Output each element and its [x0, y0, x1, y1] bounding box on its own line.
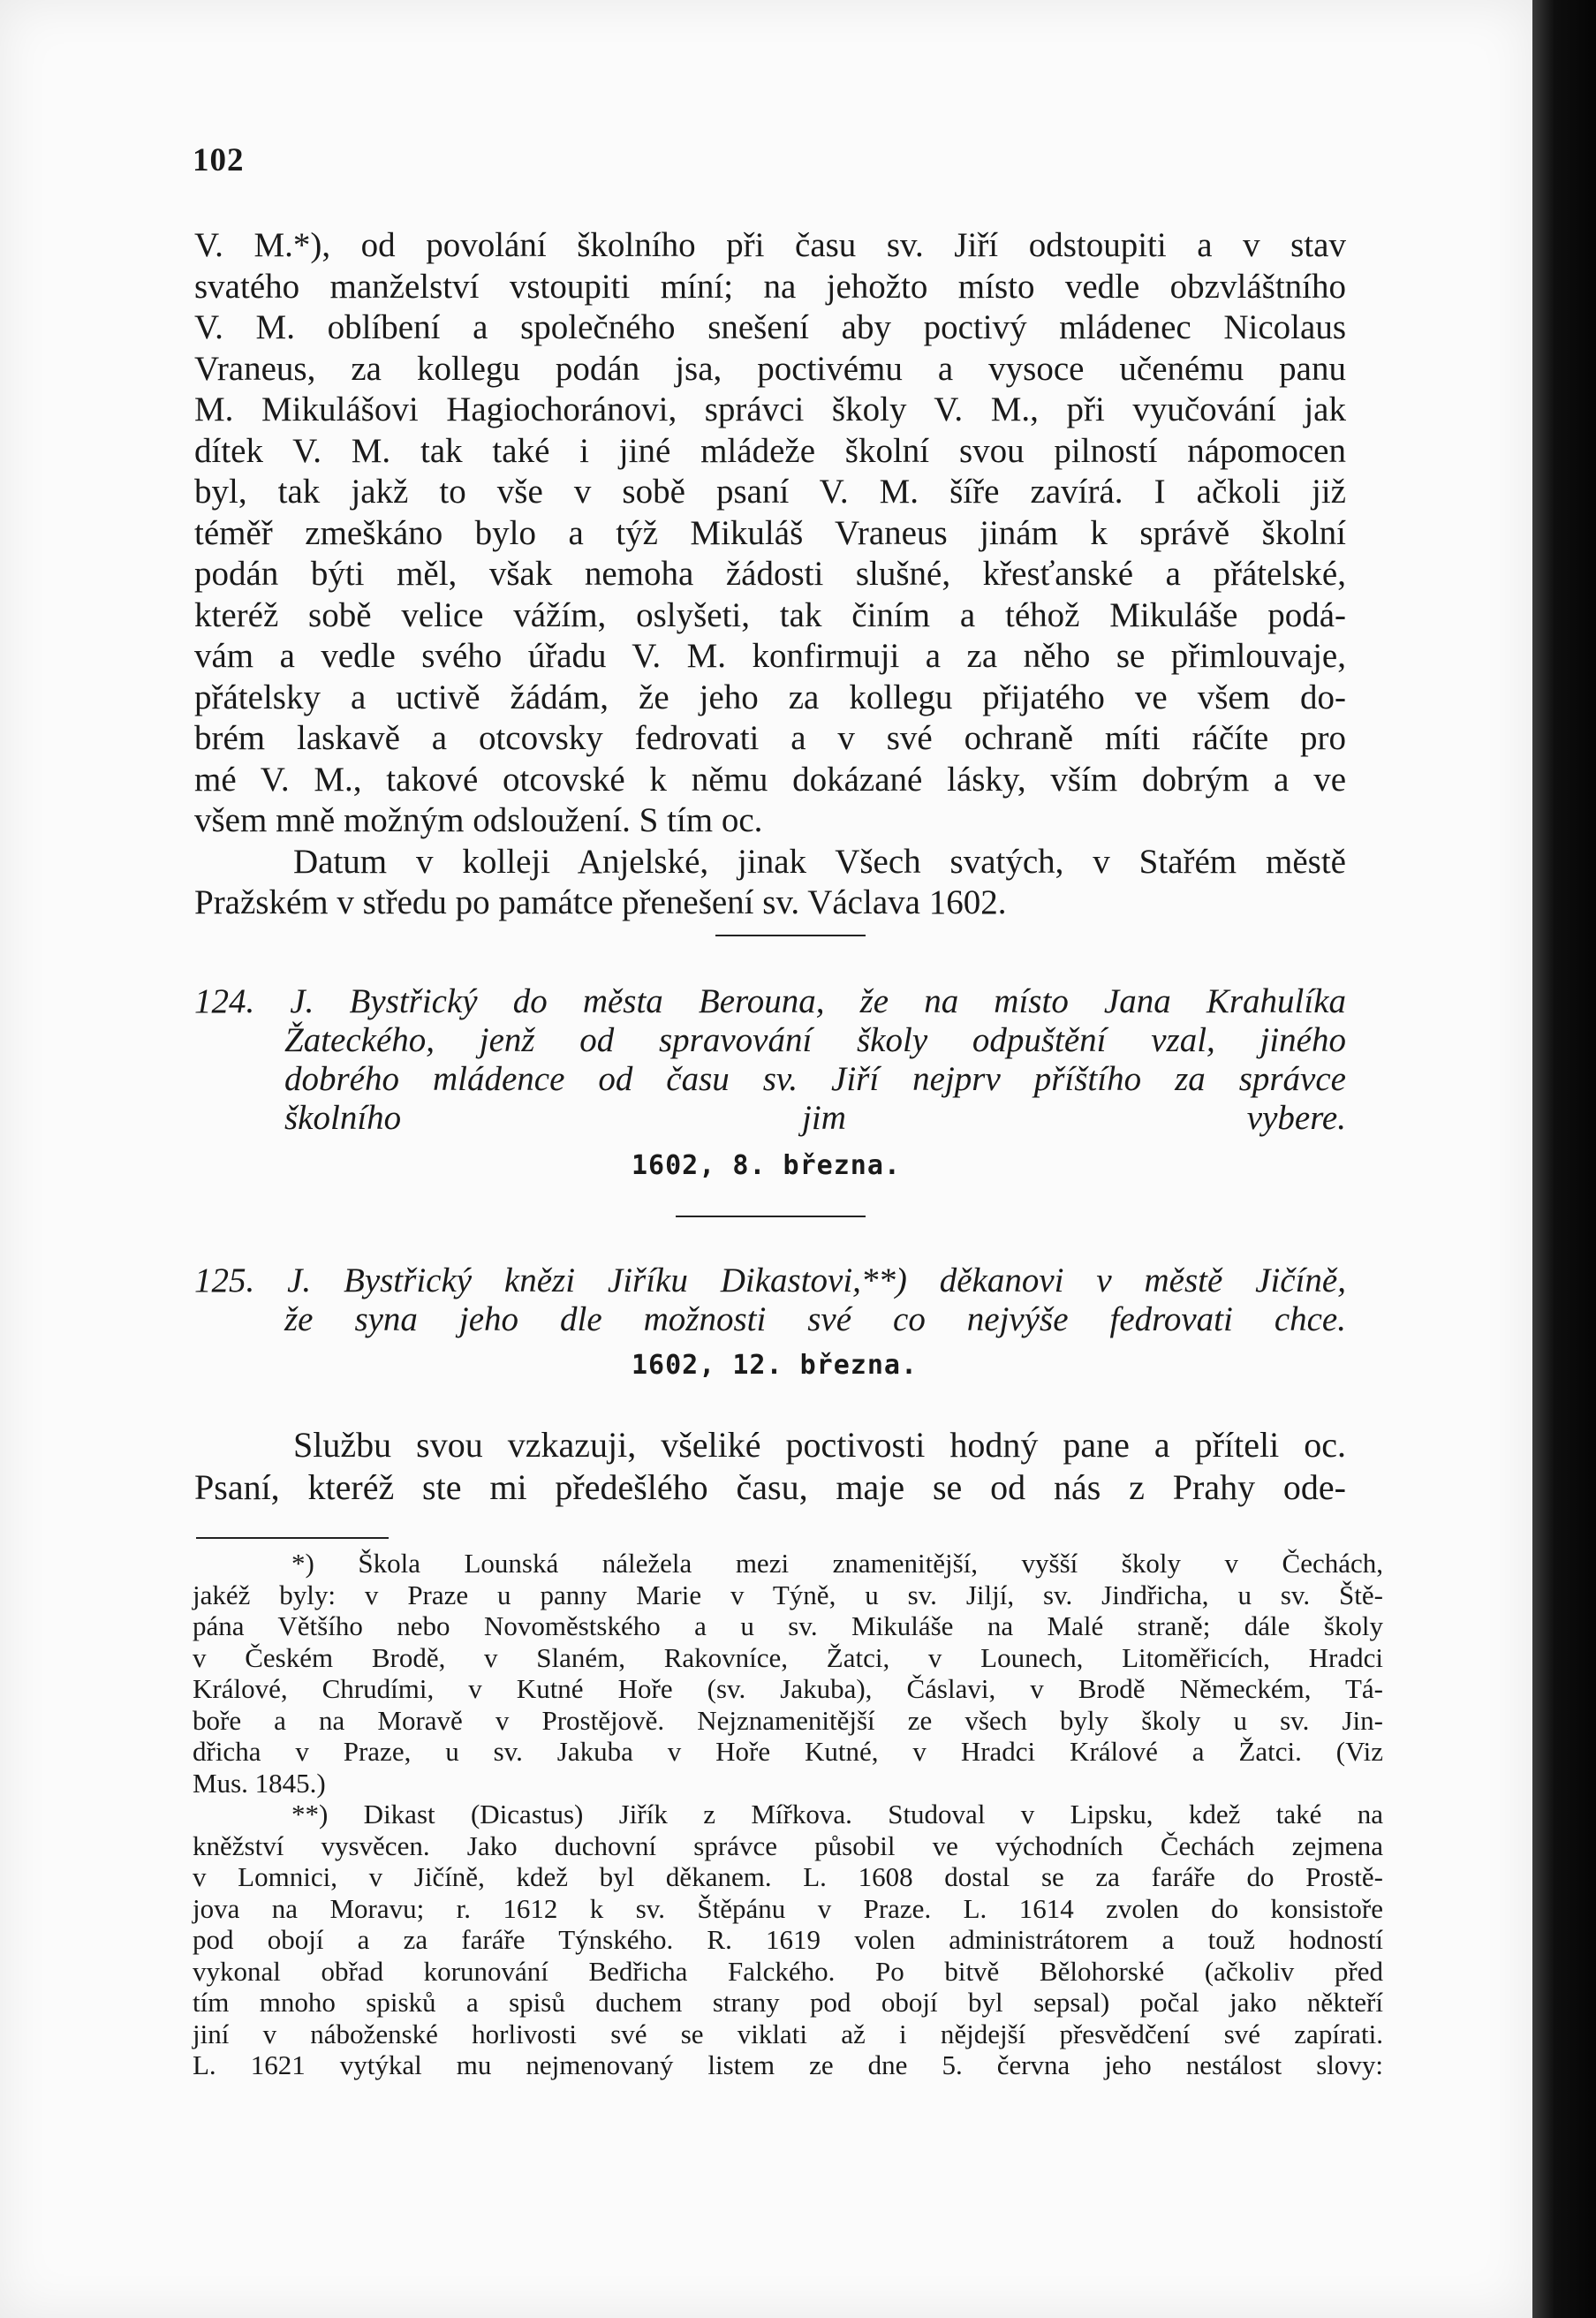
- entry-number: 125.: [194, 1261, 255, 1299]
- footnote-line: Mus. 1845.): [193, 1767, 326, 1799]
- page-number: 102: [193, 142, 245, 178]
- entry-125-date: 1602, 12. března.: [632, 1350, 919, 1381]
- footnote-line: v Českém Brodě, v Slaném, Rakovníce, Žatci, v Lounech, Litoměřicích, Hradci: [193, 1641, 1383, 1673]
- text-line: Službu svou vzkazuji, všeliké poctivosti hodný pane a příteli oc.: [293, 1425, 1346, 1465]
- text-line: mé V. M., takové otcovské k němu dokázané lásky, vším dobrým a ve: [194, 760, 1346, 799]
- entry-title: J. Bystřický knězi Jiříku Dikastovi,**) děkanovi v městě Jičíně,: [287, 1261, 1346, 1299]
- footnote-divider: [196, 1537, 389, 1539]
- entry-heading-line: [194, 1261, 1346, 1300]
- text-line: V. M. oblíbení a společného snešení aby poctivý mládenec Nicolaus: [194, 308, 1346, 346]
- entry-number: 124.: [194, 982, 255, 1020]
- text-line: M. Mikulášovi Hagiochoránovi, správci školy V. M., při vyučování jak: [194, 390, 1346, 428]
- text-line: podán býti měl, však nemoha žádosti slušné, křesťanské a přátelské,: [194, 555, 1346, 593]
- entry-125: [194, 1261, 1346, 1339]
- footnote-line: Králové, Chrudími, v Kutné Hoře (sv. Jakuba), Čáslavi, v Brodě Německém, Tá-: [193, 1673, 1383, 1704]
- dating-line: Datum v kolleji Anjelské, jinak Všech svatých, v Stařém městě: [293, 842, 1346, 881]
- footnote-line: boře a na Moravě v Prostějově. Nejznamenitější ze všech byly školy u sv. Jin-: [193, 1704, 1383, 1736]
- text-line: dítek V. M. tak také i jiné mládeže školní svou pilností nápomocen: [194, 431, 1346, 470]
- text-line: V. M.*), od povolání školního při času sv. Jiří odstoupiti a v stav: [194, 226, 1346, 264]
- section-divider: [715, 935, 866, 936]
- dating-line: Pražském v středu po památce přenešení sv. Václava 1602.: [194, 883, 1007, 921]
- book-binding-edge: [1532, 0, 1596, 2318]
- footnote-line: dřicha v Praze, u sv. Jakuba v Hoře Kutné, v Hradci Králové a Žatci. (Viz: [193, 1736, 1383, 1767]
- footnote-line: tím mnoho spisků a spisů duchem strany pod obojí byl sepsal) počal jako někteří: [193, 1987, 1383, 2018]
- text-line: kteréž sobě velice vážím, oslyšeti, tak činím a téhož Mikuláše podá-: [194, 595, 1346, 634]
- text-line: Vraneus, za kollegu podán jsa, poctivému a vysoce učenému panu: [194, 349, 1346, 388]
- entry-124-date: 1602, 8. března.: [632, 1150, 901, 1181]
- entry-heading-line: dobrého mládence od času sv. Jiří nejprv příštího za správce: [284, 1060, 1346, 1098]
- text-line: vám a vedle svého úřadu V. M. konfirmuji a za něho se přimlouvaje,: [194, 637, 1346, 675]
- text-line: téměř zmeškáno bylo a týž Mikuláš Vraneus jinám k správě školní: [194, 513, 1346, 552]
- footnote-line: vykonal obřad korunování Bedřicha Falckého. Po bitvě Bělohorské (ačkoliv před: [193, 1955, 1383, 1987]
- footnote-line: *) Škola Lounská náležela mezi znamenitější, vyšší školy v Čechách,: [291, 1548, 1383, 1579]
- text-line: všem mně možným odsloužení. S tím oc.: [194, 801, 763, 839]
- footnote-line: L. 1621 vytýkal mu nejmenovaný listem ze dne 5. června jeho nestálost slovy:: [193, 2049, 1383, 2080]
- footnote-line: jakéž byly: v Praze u panny Marie v Týně, u sv. Jiljí, sv. Jindřicha, u sv. Ště-: [193, 1579, 1383, 1610]
- text-line: přátelsky a uctivě žádám, že jeho za kollegu přijatého ve všem do-: [194, 678, 1346, 716]
- text-line: Psaní, kteréž ste mi předešlého času, maje se od nás z Prahy ode-: [194, 1467, 1346, 1507]
- footnotes: [193, 1548, 1383, 2081]
- footnote-line: jova na Moravu; r. 1612 k sv. Štěpánu v Praze. L. 1614 zvolen do konsistoře: [193, 1892, 1383, 1924]
- letter-opening: [194, 1424, 1346, 1509]
- text-line: svatého manželství vstoupiti míní; na jehožto místo vedle obzvláštního: [194, 267, 1346, 306]
- footnote-line: kněžství vysvěcen. Jako duchovní správce působil ve východních Čechách zejmena: [193, 1829, 1383, 1861]
- section-divider: [676, 1216, 866, 1217]
- entry-124: [194, 982, 1346, 1138]
- entry-heading-line: že syna jeho dle možnosti své co nejvýše fedrovati chce.: [284, 1300, 1346, 1338]
- main-paragraph: [194, 225, 1346, 924]
- footnote-line: jiní v náboženské horlivosti své se viklati až i nějdejší přesvědčení své zapírati.: [193, 2018, 1383, 2049]
- footnote-line: pána Většího nebo Novoměstského a u sv. Mikuláše na Malé straně; dále školy: [193, 1610, 1383, 1641]
- footnote-line: **) Dikast (Dicastus) Jiřík z Mířkova. Studoval v Lipsku, kdež také na: [291, 1799, 1383, 1829]
- entry-title: J. Bystřický do města Berouna, že na místo Jana Krahulíka: [290, 982, 1347, 1020]
- footnote-line: pod obojí a za faráře Týnského. R. 1619 volen administrátorem a touž hodností: [193, 1924, 1383, 1955]
- text-line: byl, tak jakž to vše v sobě psaní V. M. šíře zavírá. I ačkoli již: [194, 473, 1346, 511]
- entry-heading-line: [194, 982, 1346, 1021]
- text-line: brém laskavě a otcovsky fedrovati a v své ochraně míti ráčíte pro: [194, 719, 1346, 757]
- entry-heading-line: školního jim vybere.: [284, 1099, 1346, 1137]
- entry-heading-line: Žateckého, jenž od spravování školy odpuštění vzal, jiného: [284, 1021, 1346, 1059]
- footnote-line: v Lomnici, v Jičíně, kdež byl děkanem. L. 1608 dostal se za faráře do Prostě-: [193, 1861, 1383, 1892]
